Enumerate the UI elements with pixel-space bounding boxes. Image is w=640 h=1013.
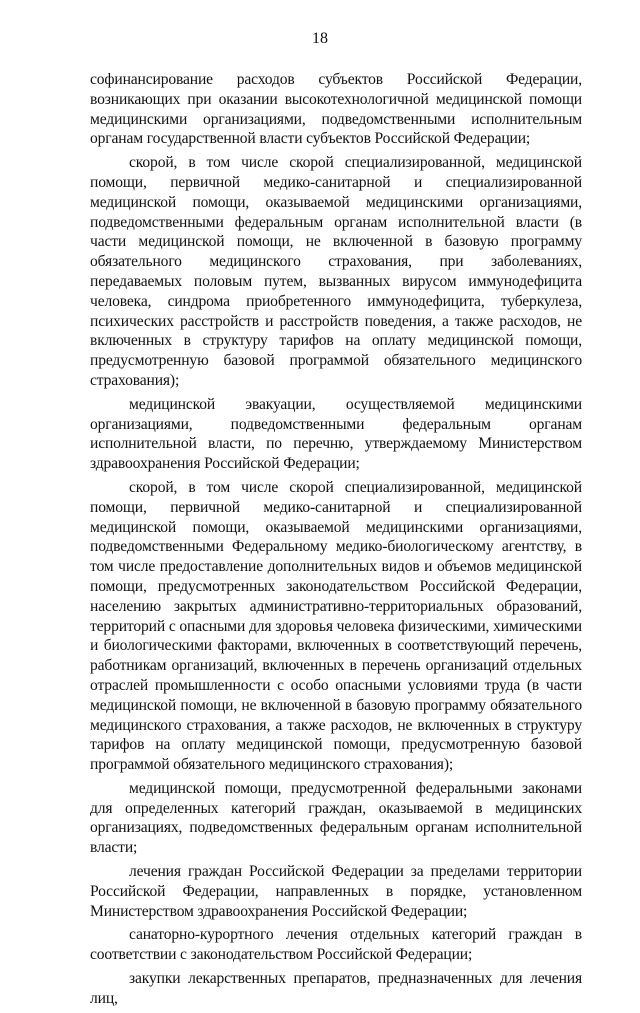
paragraph-drug-procurement: закупки лекарственных препаратов, предназначенных для лечения лиц,: [90, 970, 582, 1007]
page-number: 18: [312, 30, 328, 47]
paragraph-emergency-care-fmba: скорой, в том числе скорой специализированной, медицинской помощи, первичной медико-санитарной и специализированной медицинской помощи, оказываемой медицинскими организациями, подведомственными Федеральному медико-биологическому агентству, в том числе предоставление дополнительных видов и объемов медицинской помощи, предусмотренных законодательством Российской Федерации, населению закрытых административно-территориальных образований, территорий с опасными для здоровья человека физическими, химическими и биологическими факторами, включенных в соответствующий перечень, работникам организаций, включенных в перечень организаций отдельных отраслей промышленности с особо опасными условиями труда (в части медицинской помощи, не включенной в базовую программу обязательного медицинского страхования, а также расходов, не включенных в структуру тарифов на оплату медицинской помощи, предусмотренную базовой программой обязательного медицинского страхования);: [90, 478, 582, 774]
paragraph-treatment-abroad: лечения граждан Российской Федерации за пределами территории Российской Федерации, направленных в порядке, установленном Министерством здравоохранения Российской Федерации;: [90, 863, 582, 920]
paragraph-cofinancing: софинансирование расходов субъектов Российской Федерации, возникающих при оказании высокотехнологичной медицинской помощи медицинскими организациями, подведомственными исполнительным органам государственной власти субъектов Российской Федерации;: [90, 71, 582, 148]
paragraph-sanatorium-treatment: санаторно-курортного лечения отдельных категорий граждан в соответствии с законодательством Российской Федерации;: [90, 926, 582, 964]
paragraph-federal-law-categories: медицинской помощи, предусмотренной федеральными законами для определенных категорий граждан, оказываемой в медицинских организациях, подведомственных федеральным органам исполнительной власти;: [90, 779, 582, 857]
paragraph-emergency-care-federal: скорой, в том числе скорой специализированной, медицинской помощи, первичной медико-санитарной и специализированной медицинской помощи, оказываемой медицинскими организациями, подведомственными федеральным органам исполнительной власти (в части медицинской помощи, не включенной в базовую программу обязательного медицинского страхования, при заболеваниях, передаваемых половым путем, вызванных вирусом иммунодефицита человека, синдрома приобретенного иммунодефицита, туберкулеза, психических расстройств и расстройств поведения, а также расходов, не включенных в структуру тарифов на оплату медицинской помощи, предусмотренную базовой программой обязательного медицинского страхования);: [90, 154, 582, 389]
paragraph-medical-evacuation: медицинской эвакуации, осуществляемой медицинскими организациями, подведомственными федеральным органам исполнительной власти, по перечню, утверждаемому Министерством здравоохранения Российской Федерации;: [90, 395, 582, 473]
document-body: [90, 70, 582, 1013]
